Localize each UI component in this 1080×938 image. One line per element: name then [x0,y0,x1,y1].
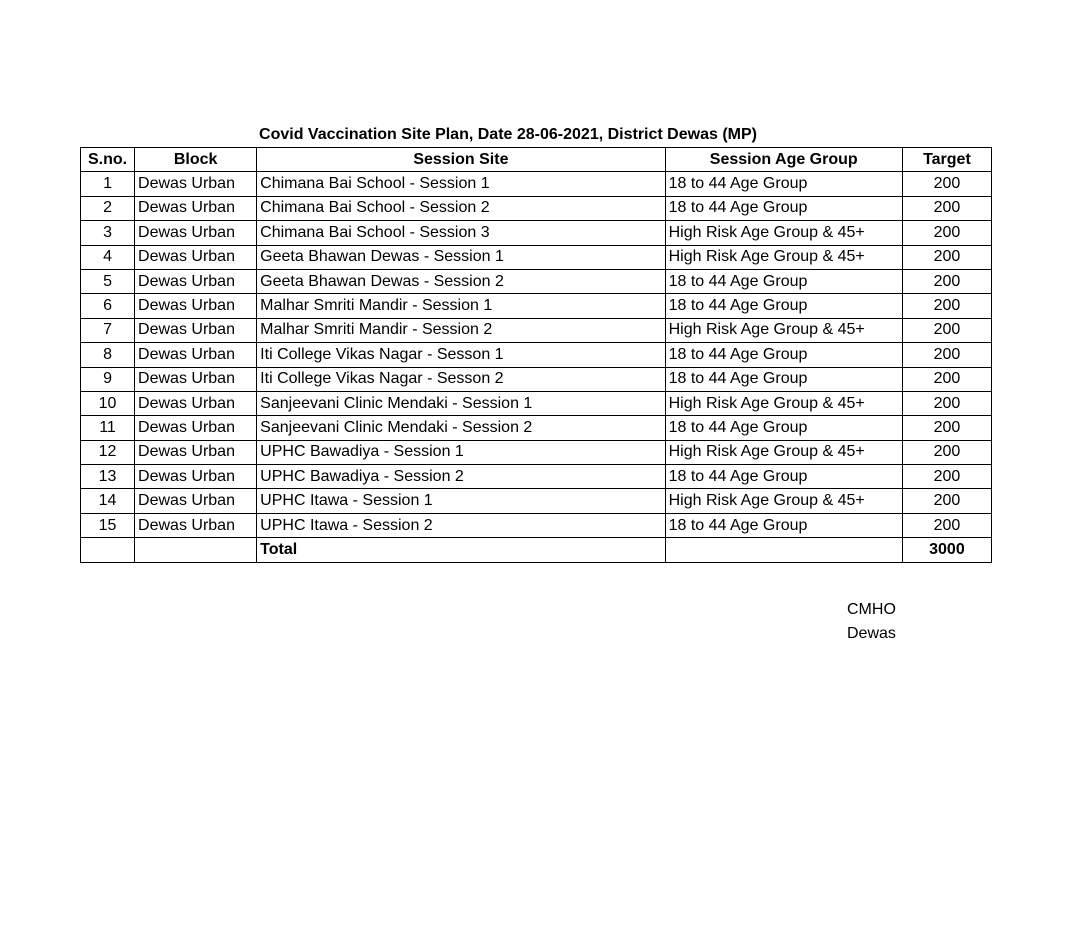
cell-block: Dewas Urban [135,391,257,415]
cell-age-group: 18 to 44 Age Group [665,294,902,318]
cell-session-site: Malhar Smriti Mandir - Session 2 [257,318,665,342]
cell-age-group: 18 to 44 Age Group [665,196,902,220]
cell-sno: 10 [81,391,135,415]
table-row [81,489,992,513]
cell-age-group: 18 to 44 Age Group [665,465,902,489]
cell-sno: 9 [81,367,135,391]
cell-sno: 13 [81,465,135,489]
cell-target: 200 [902,367,991,391]
cell-sno: 11 [81,416,135,440]
cell-block: Dewas Urban [135,465,257,489]
cell-target: 200 [902,221,991,245]
cell-session-site: UPHC Bawadiya - Session 1 [257,440,665,464]
cell-age-group: 18 to 44 Age Group [665,416,902,440]
column-header-sno: S.no. [81,148,135,172]
table-body [81,172,992,562]
vaccination-site-table [80,147,992,563]
cell-sno: 12 [81,440,135,464]
cell-age-group: 18 to 44 Age Group [665,343,902,367]
cell-block: Dewas Urban [135,489,257,513]
cell-session-site: Sanjeevani Clinic Mendaki - Session 2 [257,416,665,440]
cell-sno: 5 [81,269,135,293]
cell-session-site: Chimana Bai School - Session 3 [257,221,665,245]
cell-age-group: High Risk Age Group & 45+ [665,221,902,245]
cell-empty [135,538,257,562]
cell-age-group: High Risk Age Group & 45+ [665,245,902,269]
cell-target: 200 [902,318,991,342]
cell-sno: 3 [81,221,135,245]
cell-age-group: High Risk Age Group & 45+ [665,318,902,342]
cell-target: 200 [902,245,991,269]
cell-sno: 7 [81,318,135,342]
total-row [81,538,992,562]
cell-target: 200 [902,196,991,220]
document-title: Covid Vaccination Site Plan, Date 28-06-2021, District Dewas (MP) [259,126,757,143]
cell-block: Dewas Urban [135,196,257,220]
cell-session-site: Geeta Bhawan Dewas - Session 1 [257,245,665,269]
column-header-session-site: Session Site [257,148,665,172]
cell-session-site: UPHC Bawadiya - Session 2 [257,465,665,489]
cell-target: 200 [902,269,991,293]
table-row [81,196,992,220]
cell-target: 200 [902,465,991,489]
cell-target: 200 [902,294,991,318]
cell-age-group: 18 to 44 Age Group [665,172,902,196]
cell-age-group: High Risk Age Group & 45+ [665,489,902,513]
cell-age-group: 18 to 44 Age Group [665,513,902,537]
cell-target: 200 [902,172,991,196]
total-label: Total [257,538,665,562]
cell-block: Dewas Urban [135,294,257,318]
cell-target: 200 [902,391,991,415]
cell-session-site: UPHC Itawa - Session 2 [257,513,665,537]
cell-session-site: Sanjeevani Clinic Mendaki - Session 1 [257,391,665,415]
signature-designation: CMHO [847,601,896,618]
cell-sno: 2 [81,196,135,220]
cell-empty [665,538,902,562]
cell-block: Dewas Urban [135,245,257,269]
cell-target: 200 [902,489,991,513]
cell-target: 200 [902,440,991,464]
table-row [81,440,992,464]
cell-empty [81,538,135,562]
table-row [81,513,992,537]
table-row [81,465,992,489]
signature-block [847,598,896,646]
table-header-row [81,148,992,172]
table-row [81,318,992,342]
cell-session-site: Chimana Bai School - Session 1 [257,172,665,196]
cell-block: Dewas Urban [135,172,257,196]
cell-age-group: 18 to 44 Age Group [665,269,902,293]
cell-sno: 1 [81,172,135,196]
cell-sno: 6 [81,294,135,318]
column-header-block: Block [135,148,257,172]
cell-block: Dewas Urban [135,416,257,440]
cell-sno: 14 [81,489,135,513]
table-row [81,391,992,415]
cell-block: Dewas Urban [135,343,257,367]
cell-sno: 8 [81,343,135,367]
cell-target: 200 [902,416,991,440]
table-row [81,416,992,440]
cell-session-site: Malhar Smriti Mandir - Session 1 [257,294,665,318]
table-row [81,221,992,245]
cell-session-site: Chimana Bai School - Session 2 [257,196,665,220]
total-value: 3000 [902,538,991,562]
cell-target: 200 [902,343,991,367]
cell-block: Dewas Urban [135,269,257,293]
table-row [81,367,992,391]
cell-session-site: Geeta Bhawan Dewas - Session 2 [257,269,665,293]
column-header-age-group: Session Age Group [665,148,902,172]
cell-block: Dewas Urban [135,367,257,391]
cell-session-site: Iti College Vikas Nagar - Sesson 1 [257,343,665,367]
cell-sno: 15 [81,513,135,537]
cell-sno: 4 [81,245,135,269]
table-row [81,294,992,318]
cell-block: Dewas Urban [135,221,257,245]
cell-age-group: High Risk Age Group & 45+ [665,440,902,464]
cell-age-group: High Risk Age Group & 45+ [665,391,902,415]
table-row [81,343,992,367]
column-header-target: Target [902,148,991,172]
cell-block: Dewas Urban [135,513,257,537]
cell-age-group: 18 to 44 Age Group [665,367,902,391]
cell-session-site: UPHC Itawa - Session 1 [257,489,665,513]
cell-block: Dewas Urban [135,318,257,342]
cell-session-site: Iti College Vikas Nagar - Sesson 2 [257,367,665,391]
table-row [81,172,992,196]
table-row [81,269,992,293]
table-row [81,245,992,269]
cell-block: Dewas Urban [135,440,257,464]
cell-target: 200 [902,513,991,537]
signature-location: Dewas [847,625,896,642]
